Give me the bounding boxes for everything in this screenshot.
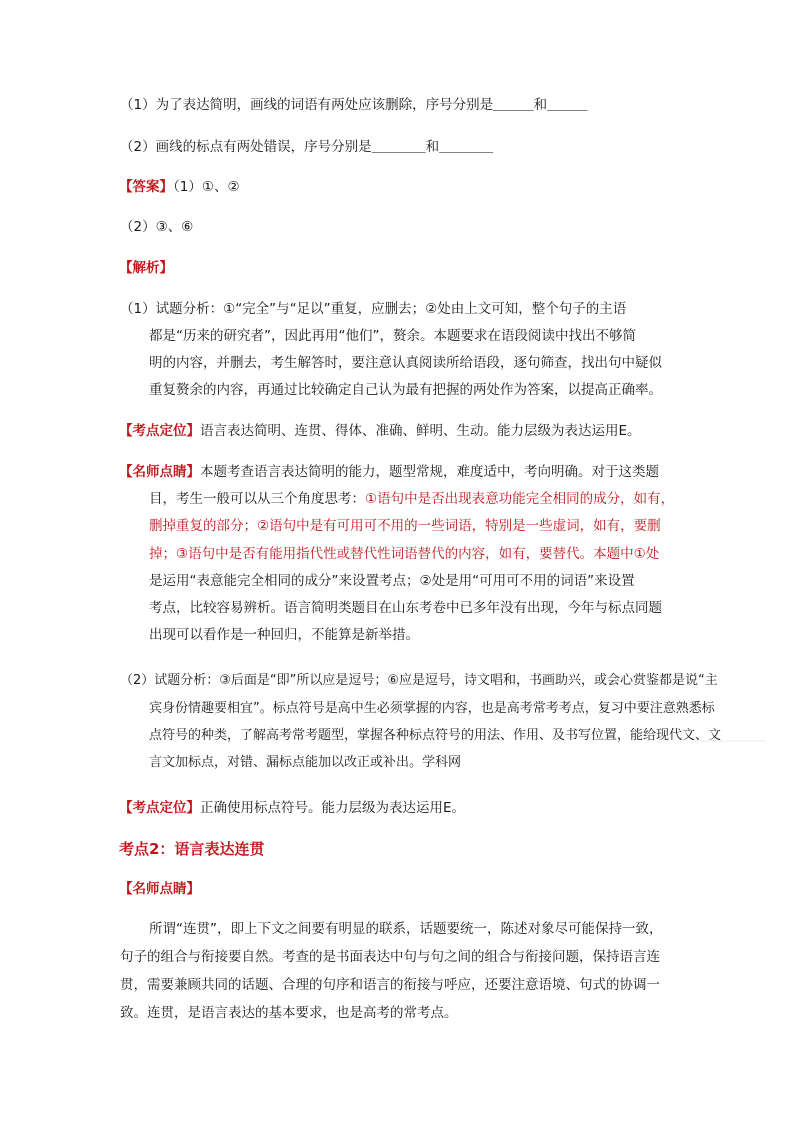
mingshi-1-line: 出现可以看作是一种回归，不能算是新举措。 bbox=[149, 627, 419, 643]
section-2-line: 致。连贯，是语言表达的基本要求，也是高考的常考点。 bbox=[120, 1005, 458, 1021]
kaodian-1 bbox=[119, 422, 641, 440]
question-2: （2）画线的标点有两处错误，序号分别是＿＿＿＿和＿＿＿＿ bbox=[120, 139, 494, 155]
mingshi-1-line bbox=[149, 490, 674, 508]
analysis-1-line: 都是“历来的研究者”，因此再用“他们”，赘余。本题要求在语段阅读中找出不够简 bbox=[149, 328, 636, 344]
section-2-line: 所谓“连贯”，即上下文之间要有明显的联系，话题要统一，陈述对象尽可能保持一致， bbox=[149, 921, 663, 937]
analysis-2-line: 言文加标点，对错、漏标点能加以改正或补出。学科网 bbox=[149, 755, 462, 770]
mingshi-text: 目，考生一般可以从三个角度思考： bbox=[149, 491, 365, 507]
analysis-2-line: 宾身份情趣要相宜”。标点符号是高中生必须掌握的内容，也是高考常考考点，复习中要注意熟悉标 bbox=[149, 701, 715, 716]
analysis-1-line: （1）试题分析：①“完全”与“足以”重复，应删去；②处由上文可知，整个句子的主语 bbox=[120, 301, 627, 317]
section-2-heading: 考点2：语言表达连贯 bbox=[119, 840, 265, 858]
answer-tag: 【答案】 bbox=[119, 179, 173, 195]
kaodian-2 bbox=[119, 799, 465, 817]
analysis-1-line: 明的内容，并删去，考生解答时，要注意认真阅读所给语段，逐句筛查，找出句中疑似 bbox=[149, 355, 662, 371]
analysis-tag: 【解析】 bbox=[119, 260, 173, 276]
mingshi-1-line bbox=[119, 463, 659, 481]
kaodian-text: 正确使用标点符号。能力层级为表达运用E。 bbox=[200, 800, 466, 816]
analysis-2-line: 点符号的种类，了解高考常考题型，掌握各种标点符号的用法、作用、及书写位置，能给现代文、文 bbox=[149, 728, 722, 743]
answer-1: （1）①、② bbox=[173, 179, 240, 195]
analysis-2-line: （2）试题分析：③后面是“即”所以应是逗号；⑥应是逗号，诗文唱和，书画助兴，或会心赏鉴都是说“主 bbox=[120, 673, 718, 688]
analysis-1-line: 重复赘余的内容，再通过比较确定自己认为最有把握的两处作为答案，以提高正确率。 bbox=[149, 382, 662, 398]
kaodian-text: 语言表达简明、连贯、得体、准确、鲜明、生动。能力层级为表达运用E。 bbox=[200, 423, 641, 439]
mingshi-1-line: 掉；③语句中是否有能用指代性或替代性词语替代的内容，如有，要替代。本题中①处 bbox=[149, 546, 660, 562]
section-2-mingshi-tag: 【名师点睛】 bbox=[119, 881, 200, 897]
answer-2: （2）③、⑥ bbox=[120, 219, 194, 235]
kaodian-tag: 【考点定位】 bbox=[119, 423, 200, 439]
kaodian-tag: 【考点定位】 bbox=[119, 800, 200, 816]
mingshi-1-line: 考点，比较容易辨析。语言简明类题目在山东考卷中已多年没有出现，今年与标点同题 bbox=[149, 600, 662, 616]
mingshi-1-line: 删掉重复的部分；②语句中是有可用可不用的一些词语，特别是一些虚词，如有，要删 bbox=[149, 518, 661, 534]
mingshi-1-line: 是运用“表意能完全相同的成分”来设置考点；②处是用“可用可不用的词语”来设置 bbox=[149, 573, 635, 589]
question-1: （1）为了表达简明，画线的词语有两处应该删除，序号分别是＿＿＿和＿＿＿ bbox=[120, 97, 588, 113]
section-2-line: 句子的组合与衔接要自然。考查的是书面表达中句与句之间的组合与衔接问题，保持语言连 bbox=[120, 949, 660, 965]
section-2-line: 贯，需要兼顾共同的话题、合理的句序和语言的衔接与呼应，还要注意语境、句式的协调一 bbox=[120, 977, 660, 993]
mingshi-red-text: ①语句中是否出现表意功能完全相同的成分，如有， bbox=[365, 491, 675, 507]
mingshi-tag: 【名师点睛】 bbox=[119, 464, 200, 480]
answer-line-1 bbox=[119, 178, 240, 196]
watermark-logo bbox=[684, 740, 766, 772]
mingshi-text: 本题考查语言表达简明的能力，题型常规，难度适中，考向明确。对于这类题 bbox=[200, 464, 659, 480]
